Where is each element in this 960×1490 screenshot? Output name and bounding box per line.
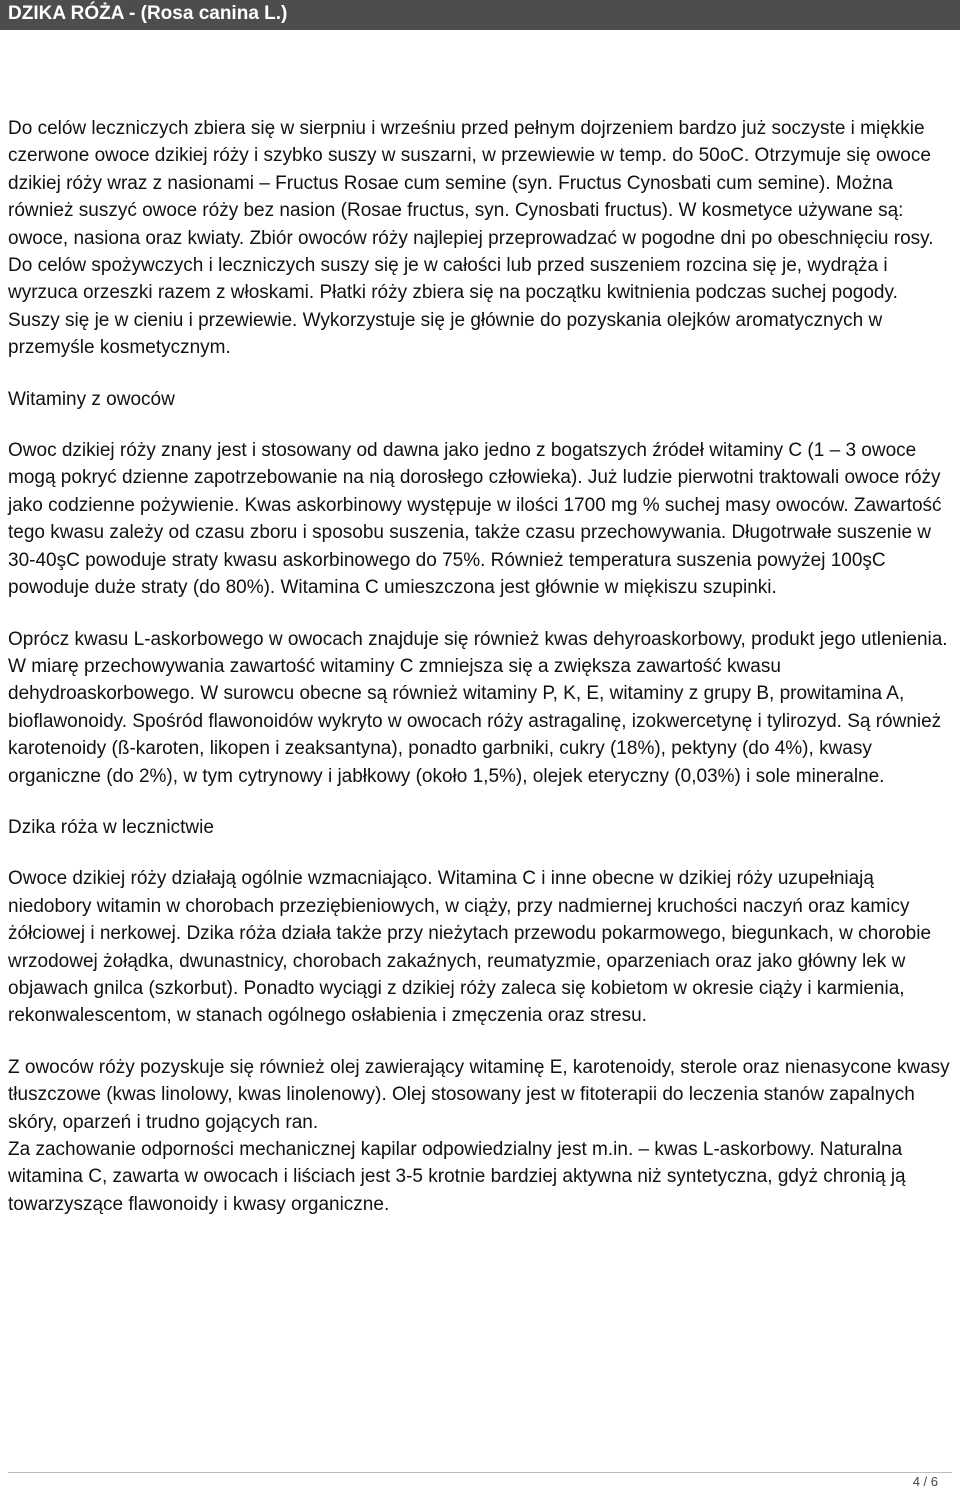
header-bar [0,0,960,30]
document-title: DZIKA RÓŻA - (Rosa canina L.) [8,3,288,24]
section-heading-vitamins: Witaminy z owoców [8,388,175,410]
paragraph-composition: Oprócz kwasu L-askorbowego w owocach znajduje się również kwas dehyroaskorbowy, produkt jego utlenienia. W miarę przechowywania zawartość witaminy C zmniejsza się a zwiększa zawartość kwasu dehydroaskorbowego. W surowcu obecne są również witaminy P, K, E, witaminy z grupy B, prowitamina A, bioflawonoidy. Spośród flawonoidów wykryto w owocach róży astragalinę, izokwercetynę i tylirozyd. Są również karotenoidy (ß-karoten, likopen i zeaksantyna), ponadto garbniki, cukry (18%), pektyny (do 4%), kwasy organiczne (do 2%), w tym cytrynowy i jabłkowy (około 1,5%), olejek eteryczny (0,03%) i sole mineralne. [8,628,948,787]
page-number: 4 / 6 [912,1474,938,1489]
document-body [8,115,954,1218]
paragraph-medicinal-use: Owoce dzikiej róży działają ogólnie wzmacniająco. Witamina C i inne obecne w dzikiej róży uzupełniają niedobory witamin w chorobach przeziębieniowych, w ciąży, przy nadmiernej kruchości naczyń oraz kamicy żółciowej i nerkowej. Dzika róża działa także przy nieżytach przewodu pokarmowego, biegunkach, w chorobie wrzodowej żołądka, dwunastnicy, chorobach zakaźnych, reumatyzmie, oparzeniach oraz jako główny lek w objawach gnilca (szkorbut). Ponadto wyciągi z dzikiej róży zaleca się kobietom w okresie ciąży i karmienia, rekonwalescentom, w stanach ogólnego osłabienia i zmęczenia oraz stresu. [8,868,932,1027]
paragraph-capillaries: Za zachowanie odporności mechanicznej kapilar odpowiedzialny jest m.in. – kwas L-askorbowy. Naturalna witamina C, zawarta w owocach i liściach jest 3-5 krotnie bardziej aktywna niż syntetyczna, gdyż chronią ją towarzyszące flawonoidy i kwasy organiczne. [8,1139,906,1215]
paragraph-oil: Z owoców róży pozyskuje się również olej zawierający witaminę E, karotenoidy, sterole oraz nienasycone kwasy tłuszczowe (kwas linolowy, kwas linolenowy). Olej stosowany jest w fitoterapii do leczenia stanów zapalnych skóry, oparzeń i trudno gojących ran. [8,1056,950,1133]
section-heading-medicine: Dzika róża w lecznictwie [8,816,214,838]
footer-divider [8,1472,952,1473]
paragraph-vitamin-c: Owoc dzikiej róży znany jest i stosowany od dawna jako jedno z bogatszych źródeł witaminy C (1 – 3 owoce mogą pokryć dzienne zapotrzebowanie na nią dorosłego człowieka). Już ludzie pierwotni traktowali owoce róży jako codzienne pożywienie. Kwas askorbinowy występuje w ilości 1700 mg % suchej masy owoców. Zawartość tego kwasu zależy od czasu zboru i sposobu suszenia, także czasu przechowywania. Długotrwałe suszenie w 30-40şC powoduje straty kwasu askorbinowego do 75%. Również temperatura suszenia powyżej 100şC powoduje duże straty (do 80%). Witamina C umieszczona jest głównie w miękiszu szupinki. [8,440,942,599]
paragraph-harvesting: Do celów leczniczych zbiera się w sierpniu i wrześniu przed pełnym dojrzeniem bardzo już soczyste i miękkie czerwone owoce dzikiej róży i szybko suszy w suszarni, w przewiewie w temp. do 50oC. Otrzymuje się owoce dzikiej róży wraz z nasionami – Fructus Rosae cum semine (syn. Fructus Cynosbati cum semine). Można również suszyć owoce róży bez nasion (Rosae fructus, syn. Cynosbati fructus). W kosmetyce używane są: owoce, nasiona oraz kwiaty. Zbiór owoców róży najlepiej przeprowadzać w pogodne dni po obeschnięciu rosy. Do celów spożywczych i leczniczych suszy się je w całości lub przed suszeniem rozcina się je, wydrąża i wyrzuca orzeszki razem z włoskami. Płatki róży zbiera się na początku kwitnienia podczas suchej pogody. Suszy się je w cieniu i przewiewie. Wykorzystuje się je głównie do pozyskania olejków aromatycznych w przemyśle kosmetycznym. [8,118,934,359]
